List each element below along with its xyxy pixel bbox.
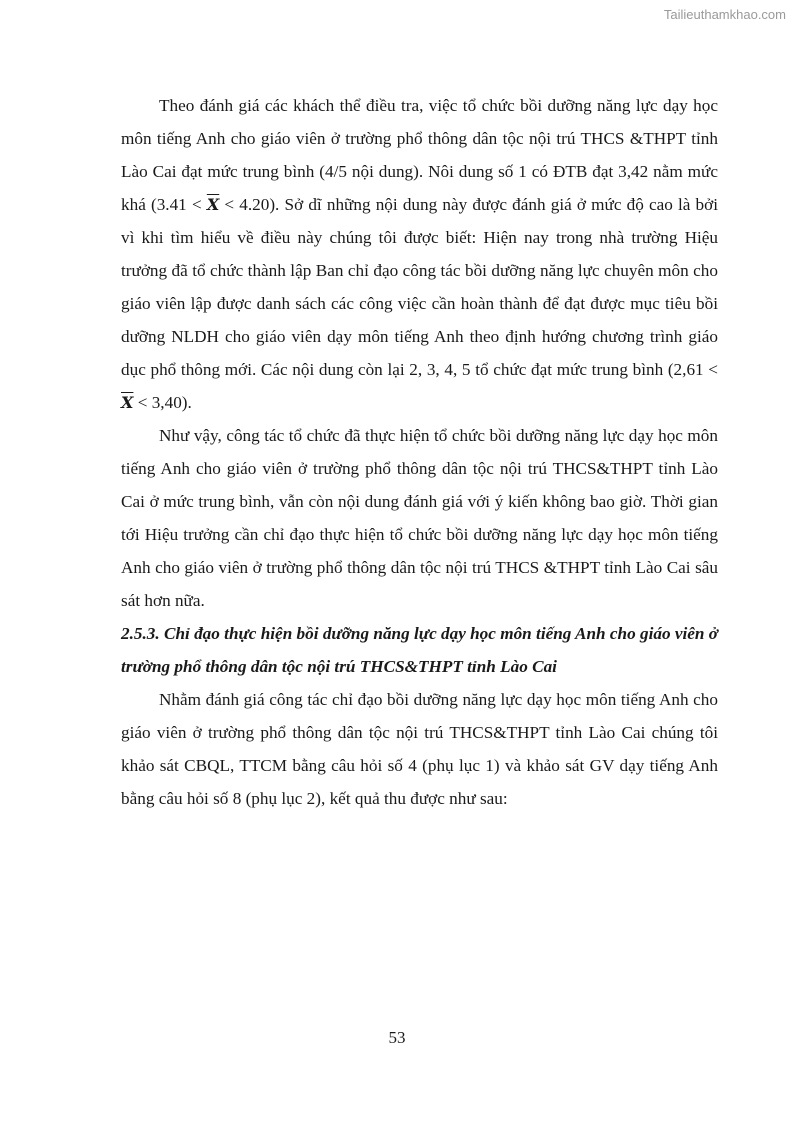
paragraph-text: Theo đánh giá các khách thể điều tra, việc tổ chức bồi dưỡng năng lực dạy học môn tiếng Anh cho giáo viên ở trường phổ thông dân tộc nội trú THCS &THPT tỉnh Lào Cai đạt mức trung bình (4/5 nội dung). Nôi dung số 1 có ĐTB đạt 3,42 nằm mức khá (3.41 <	[121, 96, 718, 214]
paragraph-conclusion: Như vậy, công tác tổ chức đã thực hiện tổ chức bồi dưỡng năng lực dạy học môn tiếng Anh cho giáo viên ở trường phổ thông dân tộc nội trú THCS&THPT tỉnh Lào Cai ở mức trung bình, vẫn còn nội dung đánh giá với ý kiến không bao giờ. Thời gian tới Hiệu trưởng cần chỉ đạo thực hiện tổ chức bồi dưỡng năng lực dạy học môn tiếng Anh cho giáo viên ở trường phổ thông dân tộc nội trú THCS &THPT tỉnh Lào Cai sâu sát hơn nữa.	[121, 426, 718, 610]
mean-symbol: $\overline{X}$	[121, 393, 134, 412]
mean-symbol: $\overline{X}$	[206, 195, 220, 214]
page-content	[121, 89, 718, 815]
page-number: 53	[388, 1028, 406, 1047]
paragraph-survey: Nhằm đánh giá công tác chỉ đạo bồi dưỡng năng lực dạy học môn tiếng Anh cho giáo viên ở trường phổ thông dân tộc nội trú THCS&THPT tỉnh Lào Cai chúng tôi khảo sát CBQL, TTCM bằng câu hỏi số 4 (phụ lục 1) và khảo sát GV dạy tiếng Anh bằng câu hỏi số 8 (phụ lục 2), kết quả thu được như sau:	[121, 690, 718, 808]
paragraph-evaluation	[121, 89, 718, 419]
watermark: Tailieuthamkhao.com	[663, 7, 786, 22]
paragraph-text: < 4.20). Sở dĩ những nội dung này được đánh giá ở mức độ cao là bởi vì khi tìm hiểu về điều này chúng tôi được biết: Hiện nay trong nhà trường Hiệu trưởng đã tổ chức thành lập Ban chỉ đạo công tác bồi dưỡng năng lực chuyên môn cho giáo viên lập được danh sách các công việc cần hoàn thành để đạt được mục tiêu bồi dưỡng NLDH cho giáo viên dạy môn tiếng Anh theo định hướng chương trình giáo dục phổ thông mới. Các nội dung còn lại 2, 3, 4, 5 tổ chức đạt mức trung bình (2,61 <	[121, 195, 718, 379]
section-heading: 2.5.3. Chỉ đạo thực hiện bồi dưỡng năng lực dạy học môn tiếng Anh cho giáo viên ở trường phổ thông dân tộc nội trú THCS&THPT tỉnh Lào Cai	[121, 624, 718, 676]
paragraph-text: < 3,40).	[133, 393, 192, 412]
